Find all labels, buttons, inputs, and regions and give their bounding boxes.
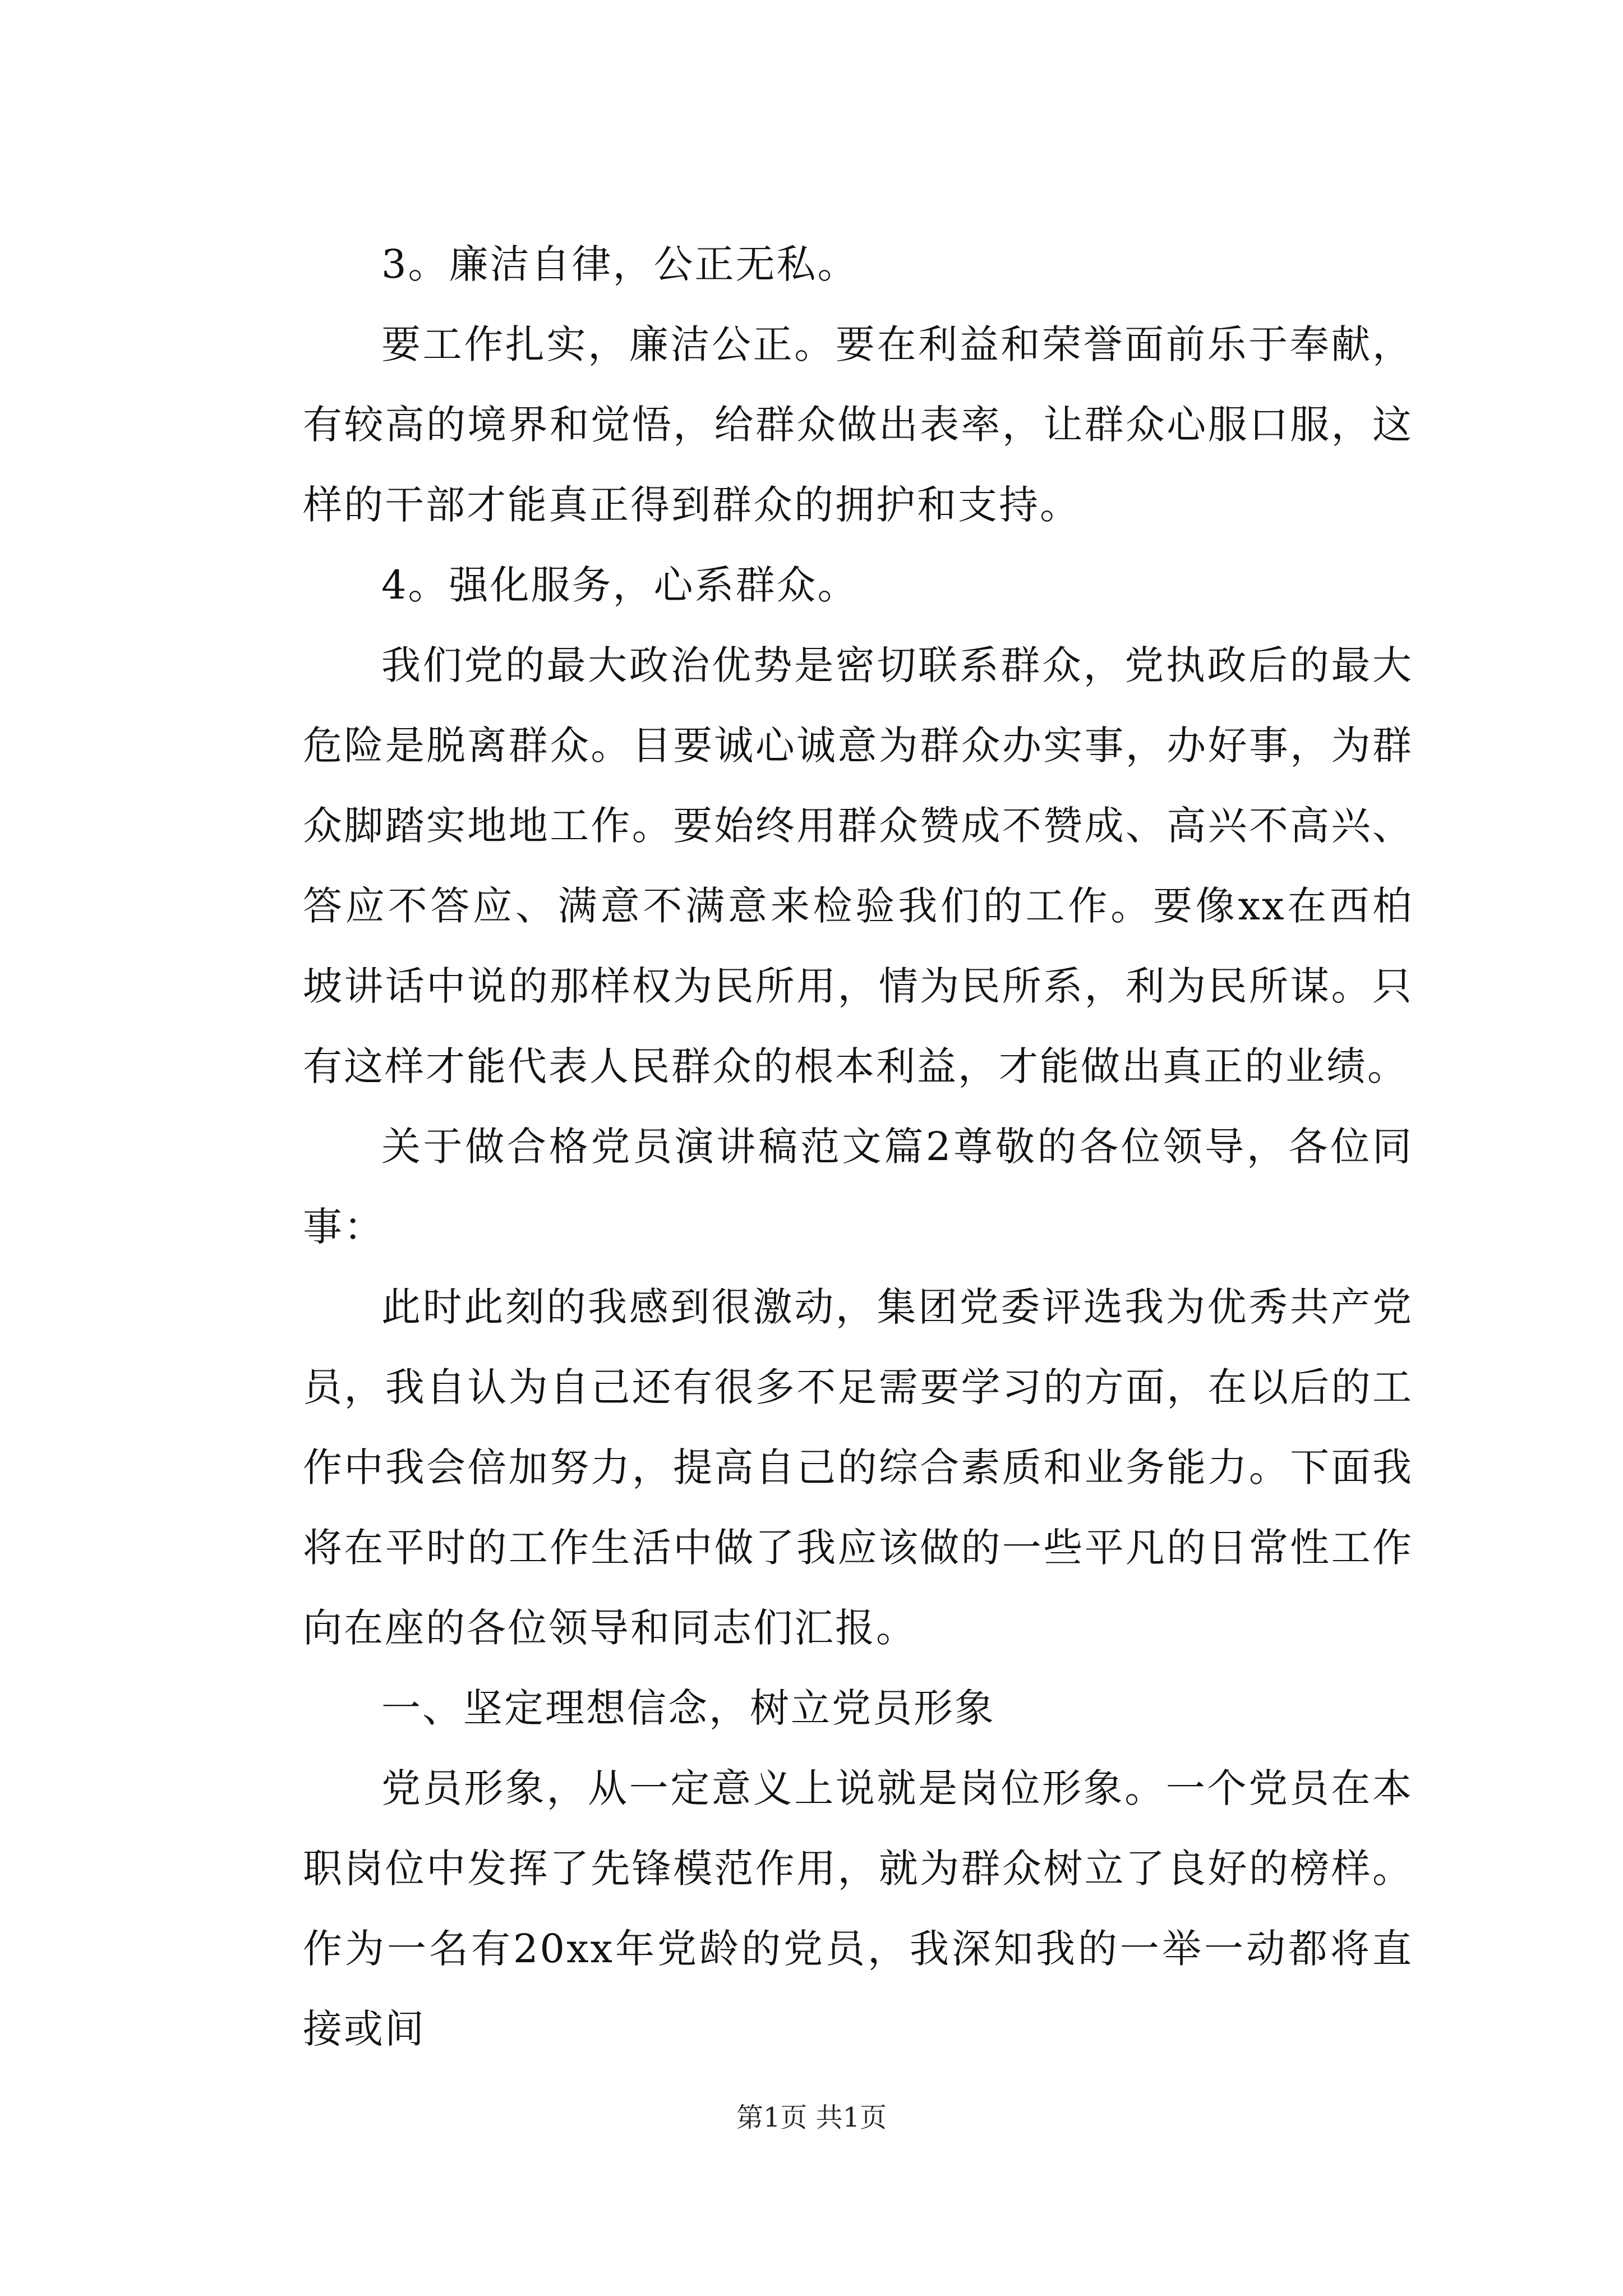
page-footer: 第1页 共1页	[736, 2102, 887, 2133]
paragraph-section-3-heading: 3。廉洁自律，公正无私。	[381, 241, 859, 287]
paragraph-section-3-body: 要工作扎实，廉洁公正。要在利益和荣誉面前乐于奉献，有较高的境界和觉悟，给群众做出表率，让群众心服口服，这样的干部才能真正得到群众的拥护和支持。	[303, 321, 1413, 528]
paragraph-speech-2-title: 关于做合格党员演讲稿范文篇2尊敬的各位领导，各位同事：	[303, 1124, 1413, 1250]
paragraph-speech-2-intro: 此时此刻的我感到很激动，集团党委评选我为优秀共产党员，我自认为自己还有很多不足需要学习的方面，在以后的工作中我会倍加努力，提高自己的综合素质和业务能力。下面我将在平时的工作生活中做了我应该做的一些平凡的日常性工作向在座的各位领导和同志们汇报。	[303, 1284, 1413, 1651]
paragraph-section-4-heading: 4。强化服务，心系群众。	[381, 562, 859, 608]
paragraph-section-4-body: 我们党的最大政治优势是密切联系群众，党执政后的最大危险是脱离群众。目要诚心诚意为群众办实事，办好事，为群众脚踏实地地工作。要始终用群众赞成不赞成、高兴不高兴、答应不答应、满意不满意来检验我们的工作。要像xx在西柏坡讲话中说的那样权为民所用，情为民所系，利为民所谋。只有这样才能代表人民群众的根本利益，才能做出真正的业绩。	[303, 642, 1413, 1089]
paragraph-part-1-body: 党员形象，从一定意义上说就是岗位形象。一个党员在本职岗位中发挥了先锋模范作用，就为群众树立了良好的榜样。作为一名有20xx年党龄的党员，我深知我的一举一动都将直接或间	[303, 1765, 1413, 2052]
document-body	[303, 224, 1413, 2069]
paragraph-part-1-heading: 一、坚定理想信念，树立党员形象	[381, 1685, 995, 1731]
